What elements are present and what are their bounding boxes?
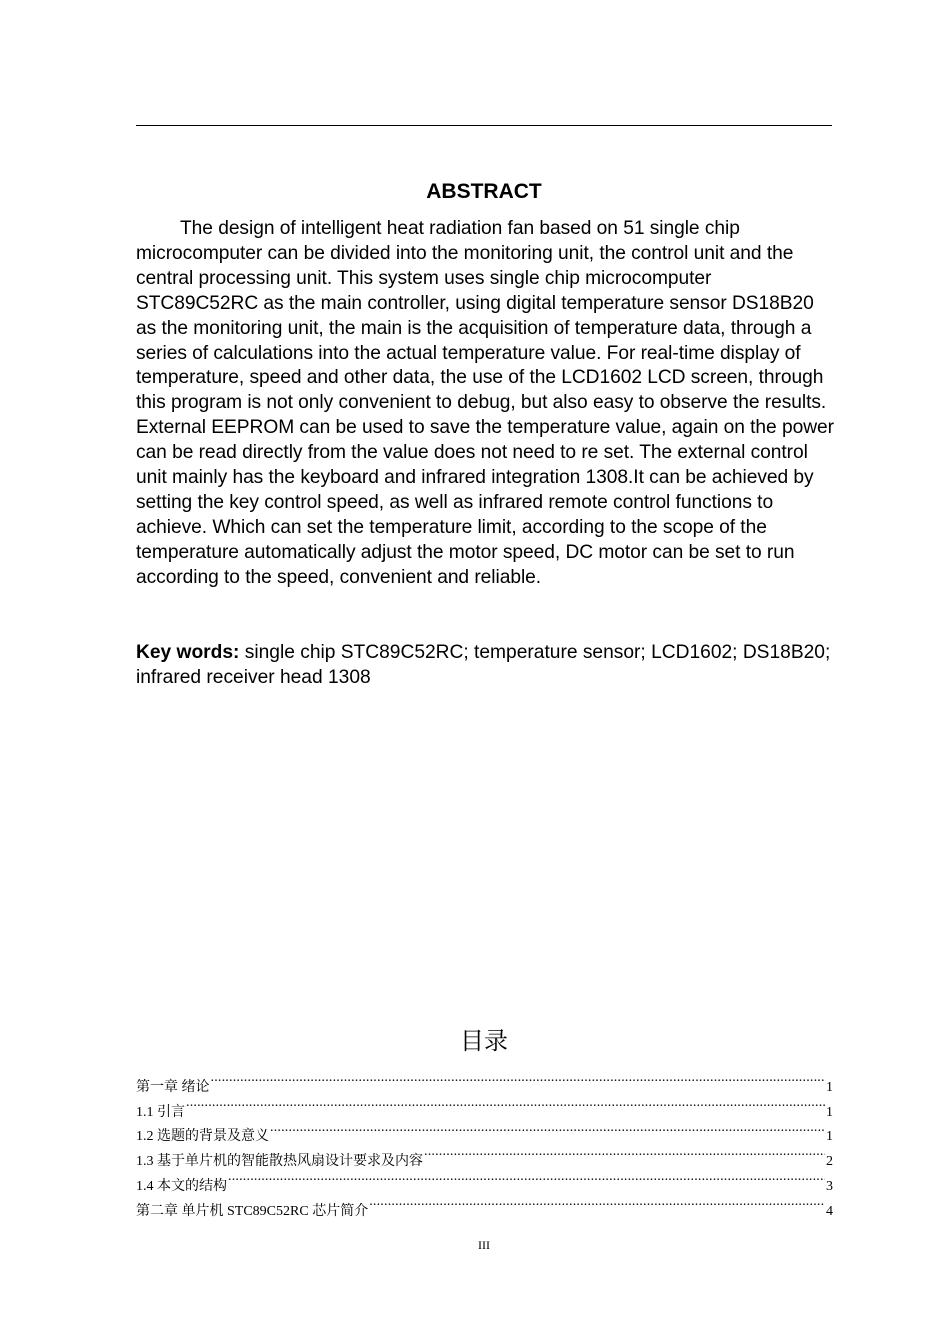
toc-leader-dots [186,1091,825,1116]
header-rule [136,125,832,126]
toc-leader-dots [270,1116,825,1141]
keywords-label: Key words: [136,642,240,663]
toc-entry[interactable] [136,1190,833,1219]
toc-leader-dots [228,1165,825,1190]
keywords-text: single chip STC89C52RC; temperature sensor; LCD1602; DS18B20; infrared receiver head 1308 [136,642,831,688]
toc-entry-page: 1 [826,1129,833,1145]
toc-entry[interactable] [136,1066,833,1095]
toc-entry-text: 1.2 选题的背景及意义 [136,1129,269,1145]
toc-title: 目录 [460,1027,508,1055]
toc-entry[interactable] [136,1091,833,1120]
toc-entry-page: 1 [826,1104,833,1120]
toc-leader-dots [424,1140,825,1165]
toc-entry-text: 第一章 绪论 [136,1079,210,1095]
toc-entry-page: 1 [826,1079,833,1095]
toc-entry-text: 1.4 本文的结构 [136,1178,227,1194]
toc-leader-dots [369,1190,825,1215]
abstract-body: The design of intelligent heat radiation fan based on 51 single chip microcomputer can be divided into the monitoring unit, the control unit and the central processing unit. This system uses single chip microcomputer STC89C52RC as the main controller, using digital temperature sensor DS18B20 as the monitoring unit, the main is the acquisition of temperature data, through a series of calculations into the actual temperature value. For real-time display of temperature, speed and other data, the use of the LCD1602 LCD screen, through this program is not only convenient to debug, but also easy to observe the results. External EEPROM can be used to save the temperature value, again on the power can be read directly from the value does not need to re set. The external control unit mainly has the keyboard and infrared integration 1308.It can be achieved by setting the key control speed, as well as infrared remote control functions to achieve. Which can set the temperature limit, according to the scope of the temperature automatically adjust the motor speed, DC motor can be set to run according to the speed, convenient and reliable. [136,218,834,588]
page-number: III [478,1238,490,1252]
toc-leader-dots [211,1066,826,1091]
toc-entry-text: 1.3 基于单片机的智能散热风扇设计要求及内容 [136,1154,423,1170]
toc-entry-page: 4 [826,1203,833,1219]
toc-entry-page: 2 [826,1154,833,1170]
table-of-contents [136,1066,833,1219]
toc-entry-page: 3 [826,1178,833,1194]
toc-entry[interactable] [136,1116,833,1145]
toc-entry-text: 第二章 单片机 STC89C52RC 芯片简介 [136,1203,369,1219]
keywords [136,641,834,691]
toc-entry-text: 1.1 引言 [136,1104,185,1120]
abstract-title: ABSTRACT [426,180,542,203]
toc-entry[interactable] [136,1165,833,1194]
